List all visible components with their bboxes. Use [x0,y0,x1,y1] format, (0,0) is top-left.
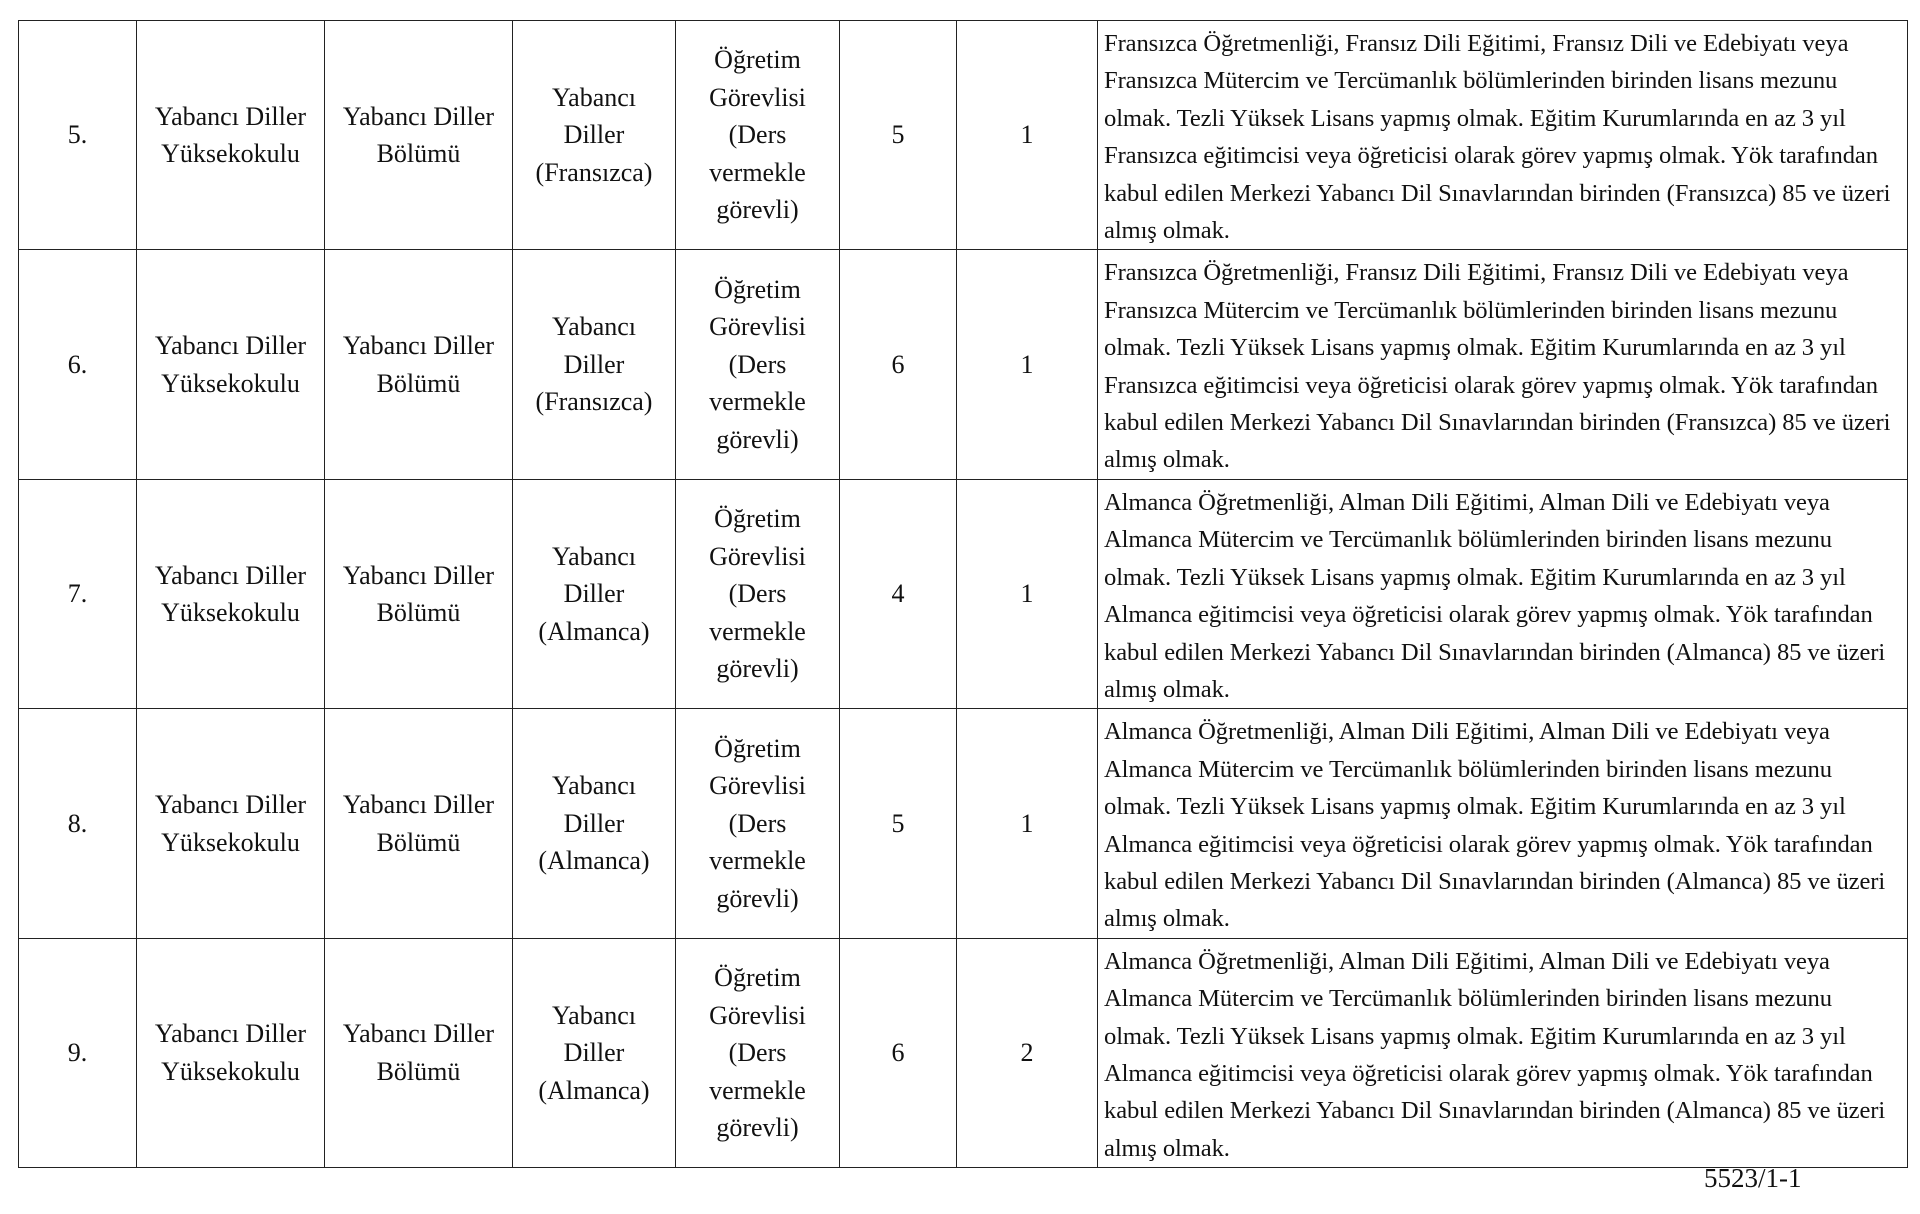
page-code: 5523/1-1 [1704,1163,1802,1193]
table-row [19,21,1908,250]
department-cell: Yabancı Diller Bölümü [325,250,513,479]
requirements-cell: Almanca Öğretmenliği, Alman Dili Eğitimi, Alman Dili ve Edebiyatı veya Almanca Mütercim ve Tercümanlık bölümlerinden birinden lisans mezunu olmak. Tezli Yüksek Lisans yapmış olmak. Eğitim Kurumlarında en az 3 yıl Almanca eğitimcisi veya öğreticisi olarak görev yapmış olmak. Yök tarafından kabul edilen Merkezi Yabancı Dil Sınavlarından birinden (Almanca) 85 ve üzeri almış olmak. [1098,938,1908,1167]
table-row [19,709,1908,938]
requirements-cell: Almanca Öğretmenliği, Alman Dili Eğitimi, Alman Dili ve Edebiyatı veya Almanca Mütercim ve Tercümanlık bölümlerinden birinden lisans mezunu olmak. Tezli Yüksek Lisans yapmış olmak. Eğitim Kurumlarında en az 3 yıl Almanca eğitimcisi veya öğreticisi olarak görev yapmış olmak. Yök tarafından kabul edilen Merkezi Yabancı Dil Sınavlarından birinden (Almanca) 85 ve üzeri almış olmak. [1098,709,1908,938]
requirements-cell: Fransızca Öğretmenliği, Fransız Dili Eğitimi, Fransız Dili ve Edebiyatı veya Fransızca Mütercim ve Tercümanlık bölümlerinden birinden lisans mezunu olmak. Tezli Yüksek Lisans yapmış olmak. Eğitim Kurumlarında en az 3 yıl Fransızca eğitimcisi veya öğreticisi olarak görev yapmış olmak. Yök tarafından kabul edilen Merkezi Yabancı Dil Sınavlarından birinden (Fransızca) 85 ve üzeri almış olmak. [1098,250,1908,479]
degree-cell: 5 [840,709,957,938]
quota-cell: 1 [957,479,1098,708]
position-title-cell: Öğretim Görevlisi (Ders vermekle görevli) [676,938,840,1167]
row-number: 9. [19,938,137,1167]
position-table [18,20,1908,1168]
row-number: 8. [19,709,137,938]
unit-cell: Yabancı Diller Yüksekokulu [137,479,325,708]
program-cell: Yabancı Diller (Fransızca) [513,250,676,479]
row-number: 5. [19,21,137,250]
row-number: 6. [19,250,137,479]
announcement-table-container [18,20,1907,1168]
position-title-cell: Öğretim Görevlisi (Ders vermekle görevli) [676,21,840,250]
position-title-cell: Öğretim Görevlisi (Ders vermekle görevli) [676,479,840,708]
quota-cell: 1 [957,709,1098,938]
unit-cell: Yabancı Diller Yüksekokulu [137,21,325,250]
position-title-cell: Öğretim Görevlisi (Ders vermekle görevli) [676,250,840,479]
requirements-cell: Almanca Öğretmenliği, Alman Dili Eğitimi, Alman Dili ve Edebiyatı veya Almanca Mütercim ve Tercümanlık bölümlerinden birinden lisans mezunu olmak. Tezli Yüksek Lisans yapmış olmak. Eğitim Kurumlarında en az 3 yıl Almanca eğitimcisi veya öğreticisi olarak görev yapmış olmak. Yök tarafından kabul edilen Merkezi Yabancı Dil Sınavlarından birinden (Almanca) 85 ve üzeri almış olmak. [1098,479,1908,708]
position-title-cell: Öğretim Görevlisi (Ders vermekle görevli) [676,709,840,938]
program-cell: Yabancı Diller (Fransızca) [513,21,676,250]
row-number: 7. [19,479,137,708]
degree-cell: 5 [840,21,957,250]
quota-cell: 2 [957,938,1098,1167]
department-cell: Yabancı Diller Bölümü [325,21,513,250]
program-cell: Yabancı Diller (Almanca) [513,938,676,1167]
unit-cell: Yabancı Diller Yüksekokulu [137,709,325,938]
department-cell: Yabancı Diller Bölümü [325,709,513,938]
degree-cell: 6 [840,938,957,1167]
department-cell: Yabancı Diller Bölümü [325,479,513,708]
degree-cell: 4 [840,479,957,708]
unit-cell: Yabancı Diller Yüksekokulu [137,938,325,1167]
requirements-cell: Fransızca Öğretmenliği, Fransız Dili Eğitimi, Fransız Dili ve Edebiyatı veya Fransızca Mütercim ve Tercümanlık bölümlerinden birinden lisans mezunu olmak. Tezli Yüksek Lisans yapmış olmak. Eğitim Kurumlarında en az 3 yıl Fransızca eğitimcisi veya öğreticisi olarak görev yapmış olmak. Yök tarafından kabul edilen Merkezi Yabancı Dil Sınavlarından birinden (Fransızca) 85 ve üzeri almış olmak. [1098,21,1908,250]
program-cell: Yabancı Diller (Almanca) [513,709,676,938]
degree-cell: 6 [840,250,957,479]
program-cell: Yabancı Diller (Almanca) [513,479,676,708]
unit-cell: Yabancı Diller Yüksekokulu [137,250,325,479]
quota-cell: 1 [957,250,1098,479]
table-row [19,938,1908,1167]
table-row [19,250,1908,479]
table-row [19,479,1908,708]
quota-cell: 1 [957,21,1098,250]
department-cell: Yabancı Diller Bölümü [325,938,513,1167]
